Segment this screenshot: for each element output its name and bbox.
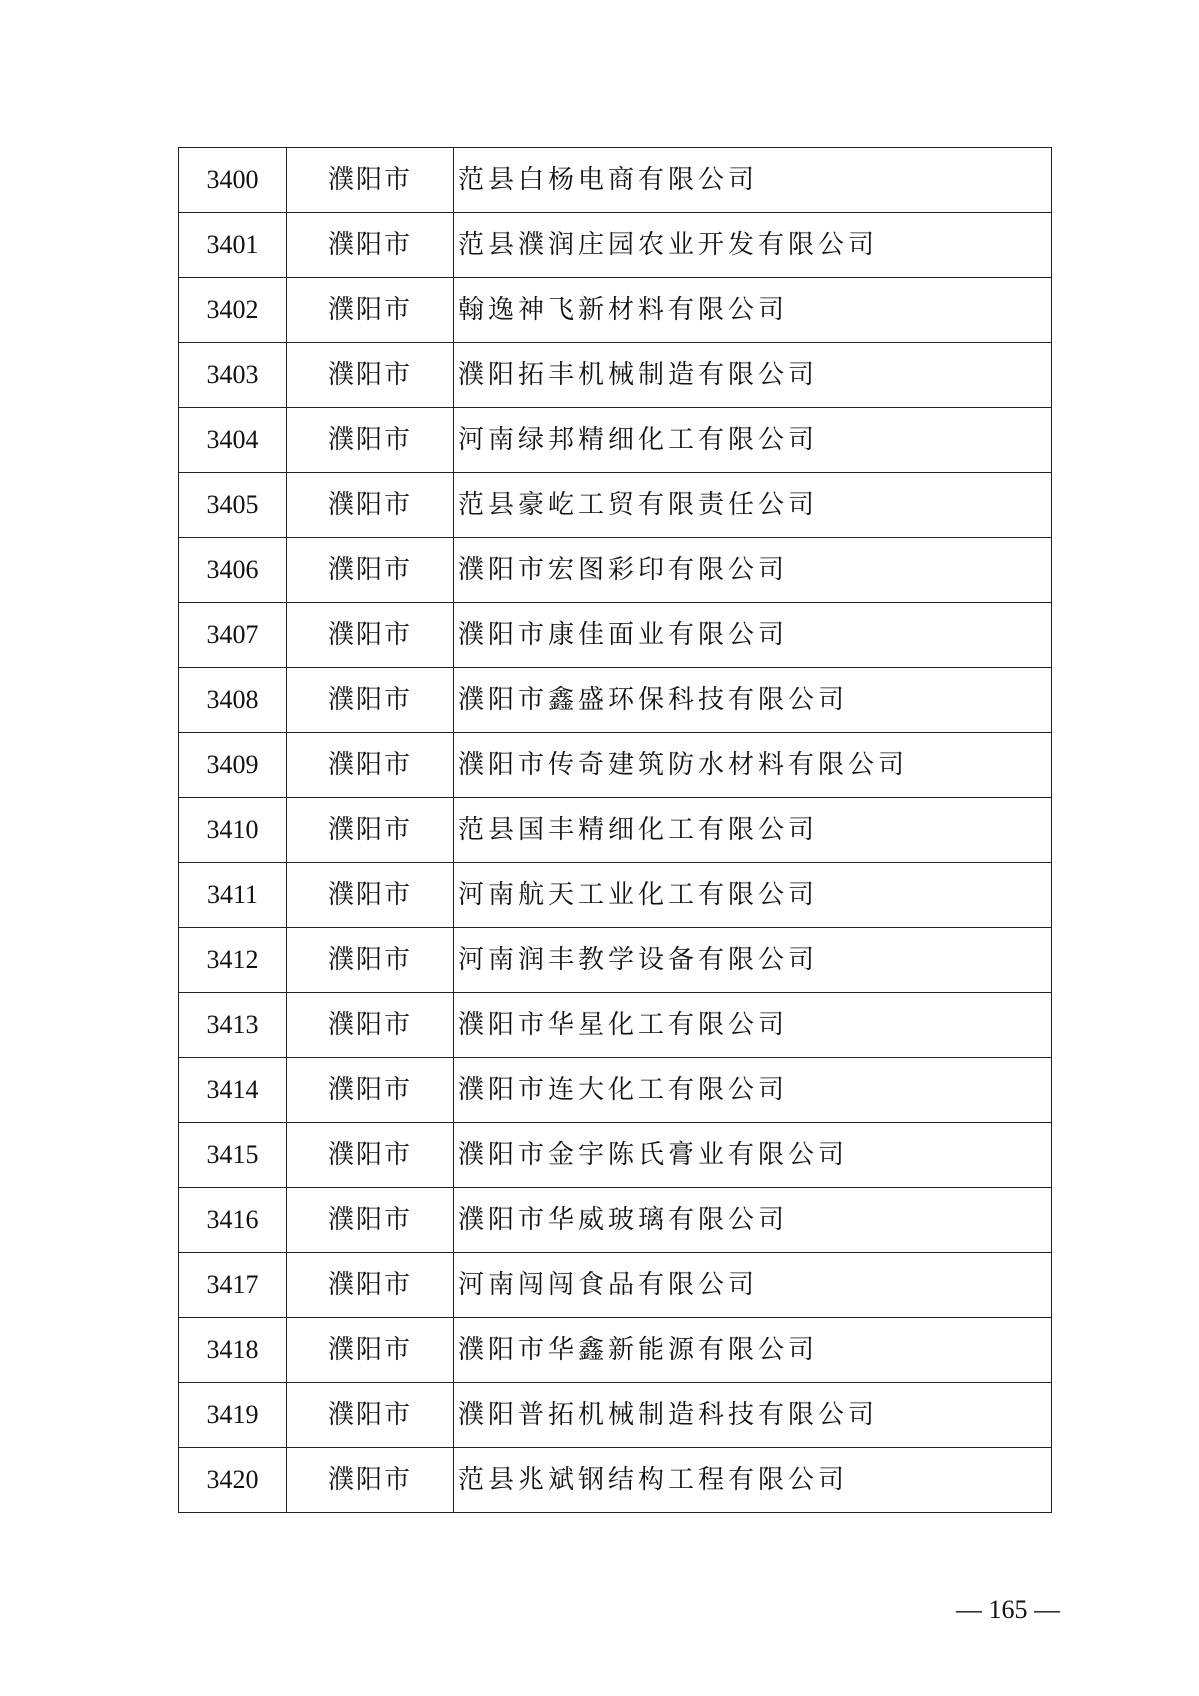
company-list-table	[178, 147, 1052, 1513]
row-city: 濮阳市	[287, 213, 454, 278]
row-company: 濮阳市华威玻璃有限公司	[454, 1188, 1052, 1253]
table-row	[179, 343, 1052, 408]
row-number: 3405	[179, 473, 287, 538]
row-number: 3404	[179, 408, 287, 473]
row-city: 濮阳市	[287, 1318, 454, 1383]
row-number: 3407	[179, 603, 287, 668]
row-company: 范县白杨电商有限公司	[454, 148, 1052, 213]
row-city: 濮阳市	[287, 1058, 454, 1123]
row-city: 濮阳市	[287, 733, 454, 798]
row-number: 3410	[179, 798, 287, 863]
row-company: 濮阳市华星化工有限公司	[454, 993, 1052, 1058]
row-city: 濮阳市	[287, 148, 454, 213]
row-number: 3412	[179, 928, 287, 993]
table-body	[179, 148, 1052, 1513]
page-number: — 165 —	[956, 1595, 1060, 1624]
row-company: 翰逸神飞新材料有限公司	[454, 278, 1052, 343]
row-city: 濮阳市	[287, 1448, 454, 1513]
row-company: 濮阳市连大化工有限公司	[454, 1058, 1052, 1123]
row-number: 3400	[179, 148, 287, 213]
row-number: 3401	[179, 213, 287, 278]
row-number: 3420	[179, 1448, 287, 1513]
table-row	[179, 1188, 1052, 1253]
table-row	[179, 538, 1052, 603]
row-company: 河南航天工业化工有限公司	[454, 863, 1052, 928]
row-number: 3416	[179, 1188, 287, 1253]
row-city: 濮阳市	[287, 278, 454, 343]
table-row	[179, 473, 1052, 538]
row-company: 濮阳拓丰机械制造有限公司	[454, 343, 1052, 408]
row-company: 河南润丰教学设备有限公司	[454, 928, 1052, 993]
table-row	[179, 1123, 1052, 1188]
row-city: 濮阳市	[287, 473, 454, 538]
row-number: 3409	[179, 733, 287, 798]
row-city: 濮阳市	[287, 863, 454, 928]
table-row	[179, 213, 1052, 278]
row-city: 濮阳市	[287, 343, 454, 408]
row-city: 濮阳市	[287, 1123, 454, 1188]
row-city: 濮阳市	[287, 603, 454, 668]
table-row	[179, 733, 1052, 798]
table-row	[179, 278, 1052, 343]
row-number: 3413	[179, 993, 287, 1058]
row-company: 范县豪屹工贸有限责任公司	[454, 473, 1052, 538]
row-number: 3417	[179, 1253, 287, 1318]
table-row	[179, 1383, 1052, 1448]
row-company: 濮阳市康佳面业有限公司	[454, 603, 1052, 668]
row-company: 濮阳市宏图彩印有限公司	[454, 538, 1052, 603]
row-company: 河南绿邦精细化工有限公司	[454, 408, 1052, 473]
row-company: 河南闯闯食品有限公司	[454, 1253, 1052, 1318]
table-row	[179, 603, 1052, 668]
row-number: 3411	[179, 863, 287, 928]
row-company: 范县国丰精细化工有限公司	[454, 798, 1052, 863]
table-row	[179, 1058, 1052, 1123]
table-row	[179, 668, 1052, 733]
row-city: 濮阳市	[287, 928, 454, 993]
row-number: 3415	[179, 1123, 287, 1188]
row-city: 濮阳市	[287, 538, 454, 603]
row-number: 3403	[179, 343, 287, 408]
row-city: 濮阳市	[287, 408, 454, 473]
row-city: 濮阳市	[287, 993, 454, 1058]
row-city: 濮阳市	[287, 668, 454, 733]
table-row	[179, 798, 1052, 863]
table-row	[179, 863, 1052, 928]
row-company: 濮阳市鑫盛环保科技有限公司	[454, 668, 1052, 733]
row-company: 濮阳市华鑫新能源有限公司	[454, 1318, 1052, 1383]
row-city: 濮阳市	[287, 1253, 454, 1318]
table-row	[179, 148, 1052, 213]
table-row	[179, 928, 1052, 993]
row-company: 濮阳市传奇建筑防水材料有限公司	[454, 733, 1052, 798]
row-number: 3406	[179, 538, 287, 603]
table-row	[179, 993, 1052, 1058]
table-row	[179, 1448, 1052, 1513]
row-number: 3418	[179, 1318, 287, 1383]
row-city: 濮阳市	[287, 1188, 454, 1253]
row-number: 3414	[179, 1058, 287, 1123]
table-row	[179, 1253, 1052, 1318]
row-city: 濮阳市	[287, 798, 454, 863]
table-row	[179, 408, 1052, 473]
row-number: 3402	[179, 278, 287, 343]
row-company: 濮阳普拓机械制造科技有限公司	[454, 1383, 1052, 1448]
row-company: 范县濮润庄园农业开发有限公司	[454, 213, 1052, 278]
row-company: 范县兆斌钢结构工程有限公司	[454, 1448, 1052, 1513]
row-number: 3408	[179, 668, 287, 733]
row-number: 3419	[179, 1383, 287, 1448]
row-city: 濮阳市	[287, 1383, 454, 1448]
table-row	[179, 1318, 1052, 1383]
row-company: 濮阳市金宇陈氏膏业有限公司	[454, 1123, 1052, 1188]
